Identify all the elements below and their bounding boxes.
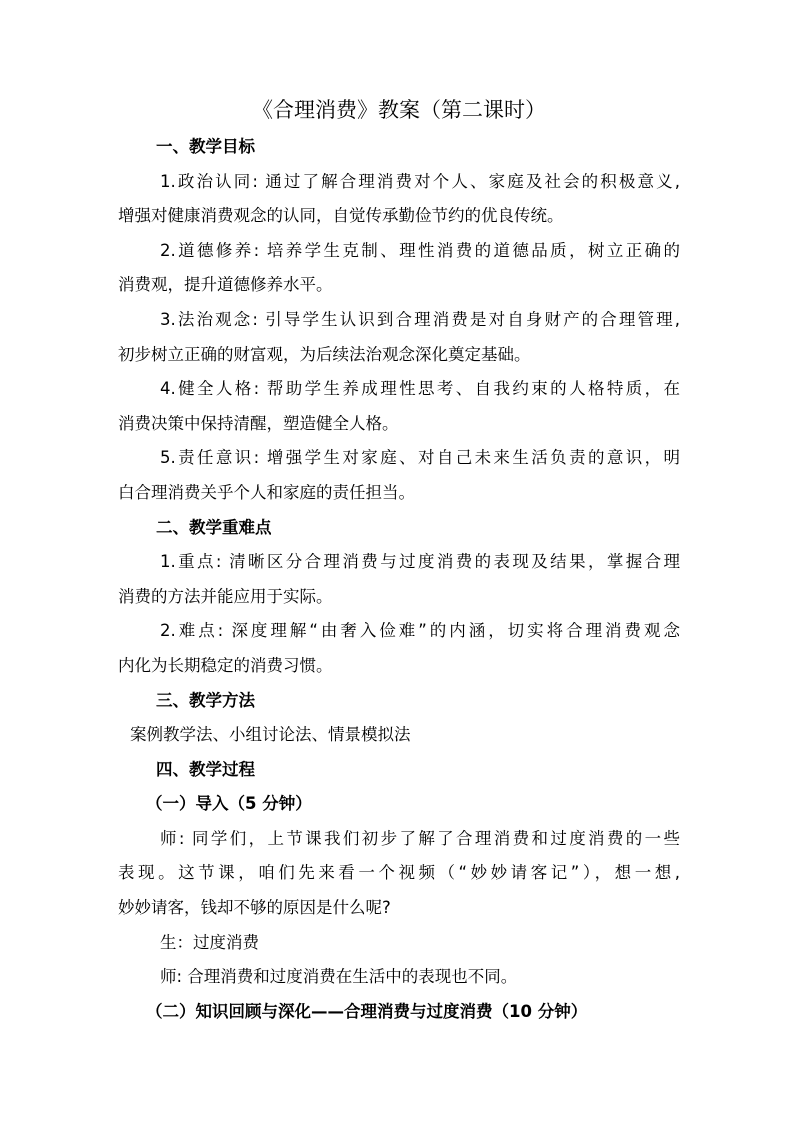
document-page	[118, 96, 680, 1029]
keypoint-1-line-2: 消费的方法并能应用于实际。	[118, 586, 333, 606]
goal-2-line-2: 消费观，提升道德修养水平。	[118, 275, 333, 295]
document-title: 《合理消费》教案（第二课时）	[252, 98, 546, 122]
goal-5-line-2: 白合理消费关乎个人和家庭的责任担当。	[118, 482, 415, 502]
keypoint-2-line-1: 2.难点: 深度理解“由奢入俭难”的内涵，切实将合理消费观念	[160, 621, 680, 641]
subsection-intro: （一）导入（5 分钟）	[146, 794, 312, 814]
section-heading-keypoints: 二、教学重难点	[156, 517, 272, 537]
teacher-line-2: 表现。这节课，咱们先来看一个视频（“妙妙请客记”），想一想,	[118, 863, 680, 883]
goal-4-line-1: 4.健全人格: 帮助学生养成理性思考、自我约束的人格特质，在	[160, 379, 680, 399]
teacher-line-3: 妙妙请客，钱却不够的原因是什么呢?	[118, 898, 391, 918]
goal-2-line-1: 2.道德修养: 培养学生克制、理性消费的道德品质，树立正确的	[160, 240, 680, 260]
goal-4-line-2: 消费决策中保持清醒，塑造健全人格。	[118, 413, 399, 433]
teacher-line-1: 师: 同学们，上节课我们初步了解了合理消费和过度消费的一些	[160, 828, 680, 848]
teacher-line-4: 师: 合理消费和过度消费在生活中的表现也不同。	[160, 967, 518, 987]
student-line: 生：过度消费	[160, 932, 259, 952]
section-heading-methods: 三、教学方法	[156, 690, 255, 710]
goal-3-line-1: 3.法治观念: 引导学生认识到合理消费是对自身财产的合理管理,	[160, 309, 680, 329]
goal-3-line-2: 初步树立正确的财富观，为后续法治观念深化奠定基础。	[118, 344, 531, 364]
methods-text: 案例教学法、小组讨论法、情景模拟法	[130, 725, 411, 745]
subsection-review: （二）知识回顾与深化——合理消费与过度消费（10 分钟）	[146, 1001, 588, 1021]
section-heading-goals: 一、教学目标	[156, 137, 255, 156]
goal-1-line-2: 增强对健康消费观念的认同，自觉传承勤俭节约的优良传统。	[118, 206, 564, 226]
keypoint-1-line-1: 1.重点: 清晰区分合理消费与过度消费的表现及结果，掌握合理	[160, 552, 680, 572]
keypoint-2-line-2: 内化为长期稳定的消费习惯。	[118, 655, 333, 675]
goal-1-line-1: 1.政治认同: 通过了解合理消费对个人、家庭及社会的积极意义,	[160, 171, 680, 191]
goal-5-line-1: 5.责任意识: 增强学生对家庭、对自己未来生活负责的意识，明	[160, 448, 680, 468]
section-heading-process: 四、教学过程	[156, 759, 255, 779]
